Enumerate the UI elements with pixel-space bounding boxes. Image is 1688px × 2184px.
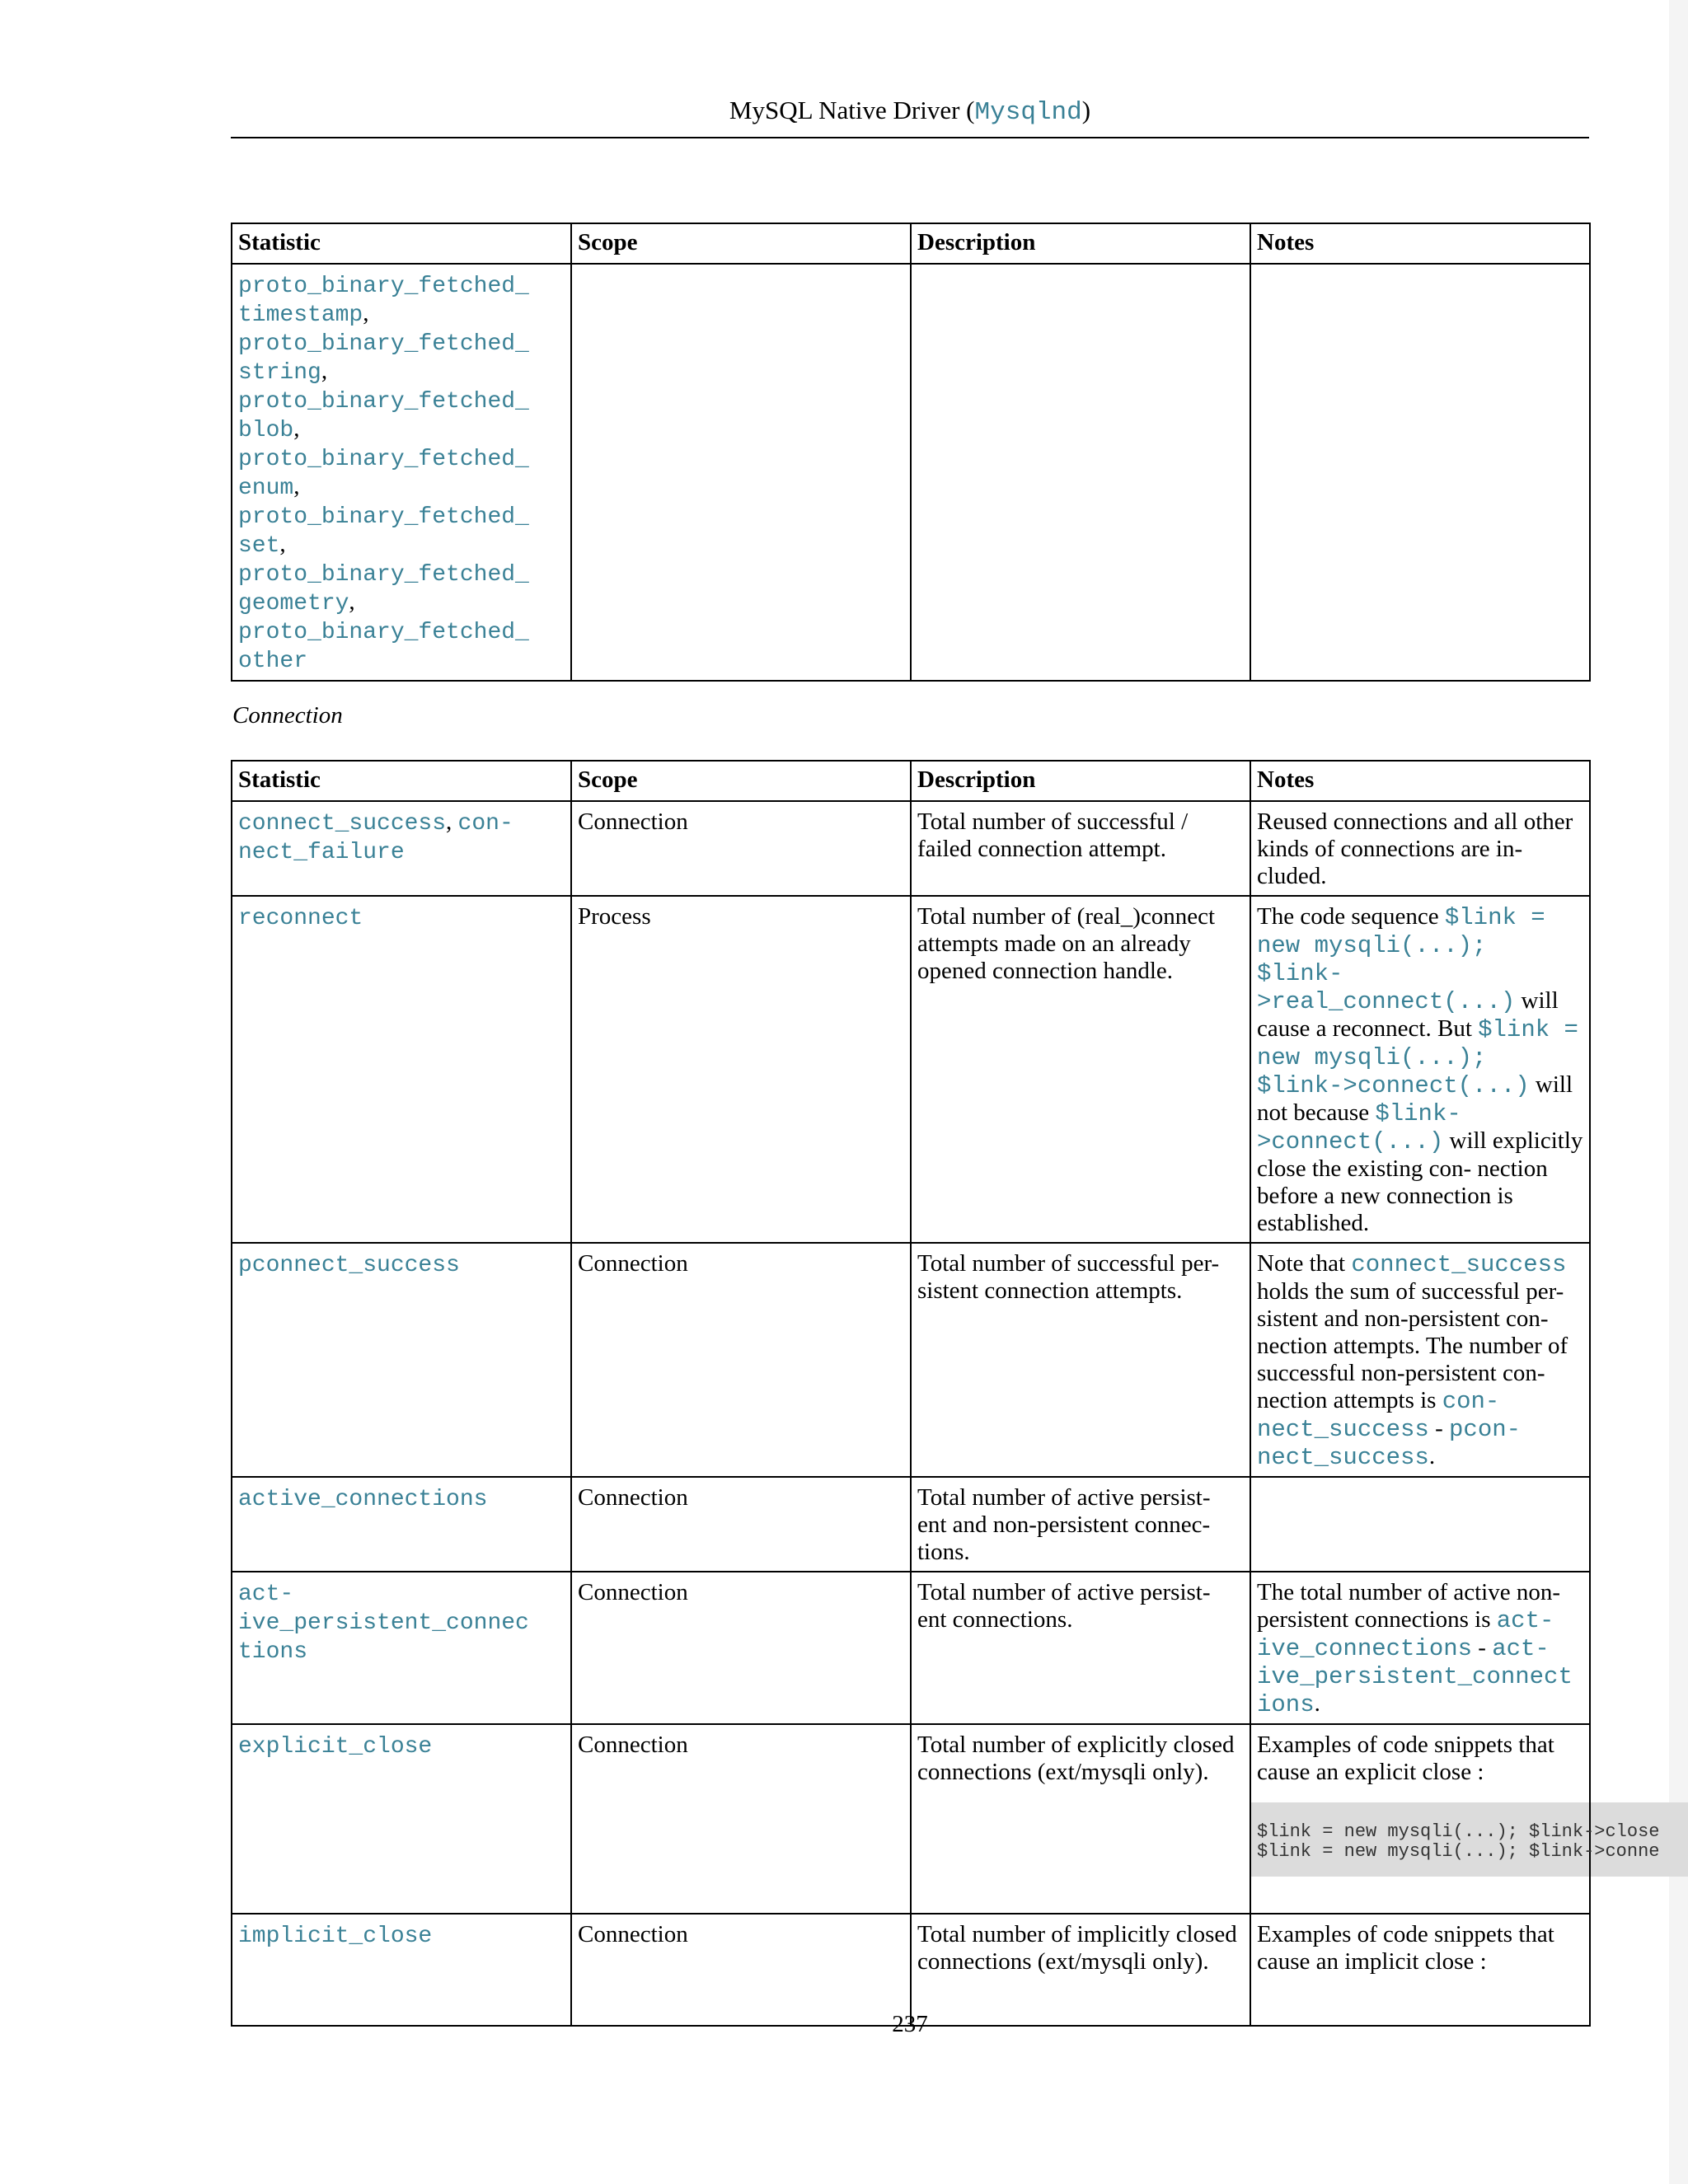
notes-code: $link = new mysqli(...); $link->real_connect(...) — [1257, 904, 1545, 1015]
statistic-cell — [232, 801, 571, 896]
notes-text: will explicitly close the existing con- nection before a new connection is established. — [1257, 1127, 1583, 1236]
header-title-suffix: ) — [1081, 96, 1091, 124]
scope-cell: Connection — [571, 801, 911, 896]
statistic-separator: , — [279, 531, 286, 557]
notes-code: $link->connect(...) — [1257, 1100, 1461, 1155]
table-row — [232, 1243, 1590, 1477]
statistic-name: proto_binary_fetched_ — [238, 447, 529, 472]
notes-cell — [1250, 264, 1590, 681]
notes-cell — [1250, 1724, 1660, 1914]
statistic-cell — [232, 1477, 571, 1572]
statistic-name: set — [238, 533, 280, 559]
table-row — [232, 264, 1590, 681]
header-rule — [231, 137, 1589, 138]
statistic-name: proto_binary_fetched_ — [238, 562, 529, 588]
description-cell — [911, 264, 1250, 681]
description-cell: Total number of successful / failed connection attempt. — [911, 801, 1250, 896]
table-row — [232, 1572, 1590, 1724]
scope-cell: Connection — [571, 1477, 911, 1572]
statistic-name: timestamp — [238, 302, 363, 328]
statistic-name: string — [238, 360, 321, 386]
statistic-separator: , — [349, 588, 355, 615]
notes-cell — [1250, 896, 1590, 1243]
statistic-name: active_connections — [238, 1487, 488, 1512]
notes-code: act- ive_connections — [1257, 1607, 1554, 1662]
scope-cell: Process — [571, 896, 911, 1243]
connection-statistics-table — [231, 760, 1660, 2027]
scope-cell: Connection — [571, 1914, 911, 2026]
statistic-name: other — [238, 649, 308, 674]
section-caption: Connection — [232, 702, 343, 729]
statistic-separator: , — [293, 415, 300, 442]
scope-cell: Connection — [571, 1724, 911, 1914]
column-header-notes: Notes — [1250, 223, 1590, 264]
notes-code: con- nect_success — [1257, 1388, 1500, 1443]
statistic-name: con- — [457, 811, 513, 837]
statistic-name: proto_binary_fetched_ — [238, 331, 529, 357]
description-cell: Total number of explicitly closed connections (ext/mysqli only). — [911, 1724, 1250, 1914]
statistic-name: proto_binary_fetched_ — [238, 620, 529, 645]
notes-code: connect_success — [1351, 1251, 1567, 1278]
table-row — [232, 801, 1590, 896]
notes-code: act- ive_persistent_connect ions — [1257, 1635, 1573, 1718]
header-title-code: Mysqlnd — [974, 98, 1082, 127]
statistic-separator: , — [446, 808, 458, 835]
table-row — [232, 896, 1590, 1243]
statistic-name: proto_binary_fetched_ — [238, 274, 529, 299]
statistic-separator: , — [363, 300, 369, 326]
code-snippet-block: $link = new mysqli(...); $link->close $link = new mysqli(...); $link->conne — [1251, 1802, 1688, 1877]
notes-cell: Reused connections and all other kinds of connections are in- cluded. — [1250, 801, 1590, 896]
table-row — [232, 1724, 1590, 1914]
statistic-name: proto_binary_fetched_ — [238, 504, 529, 530]
statistic-name: blob — [238, 418, 294, 443]
statistics-table-continued — [231, 223, 1591, 682]
statistic-separator: , — [293, 473, 300, 499]
statistic-cell — [232, 1572, 571, 1724]
statistic-cell — [232, 264, 571, 681]
notes-text: Note that — [1257, 1250, 1352, 1277]
statistic-name: pconnect_success — [238, 1253, 460, 1278]
statistic-cell — [232, 1243, 571, 1477]
statistic-name: explicit_close — [238, 1734, 433, 1760]
statistic-name: nect_failure — [238, 840, 405, 865]
statistic-name: implicit_close — [238, 1924, 433, 1949]
notes-text: - — [1472, 1634, 1493, 1661]
column-header-notes: Notes — [1250, 761, 1590, 801]
notes-cell: Examples of code snippets that cause an implicit close : — [1250, 1914, 1590, 2026]
table-row — [232, 1914, 1590, 2026]
statistic-name: connect_success — [238, 811, 447, 837]
description-cell: Total number of active persist- ent and non-persistent connec- tions. — [911, 1477, 1250, 1572]
table-header-row — [232, 761, 1590, 801]
description-cell: Total number of successful per- sistent connection attempts. — [911, 1243, 1250, 1477]
notes-cell — [1250, 1572, 1590, 1724]
page-number: 237 — [892, 2011, 928, 2037]
statistic-name: act- ive_persistent_connec tions — [238, 1582, 529, 1665]
column-header-description: Description — [911, 761, 1250, 801]
notes-text: will cause a reconnect. But — [1257, 987, 1559, 1042]
notes-code: $link = new mysqli(...); $link->connect(...) — [1257, 1016, 1578, 1099]
statistic-name: geometry — [238, 591, 349, 616]
statistic-cell — [232, 1724, 571, 1914]
description-cell: Total number of (real_)connect attempts made on an already opened connection handle. — [911, 896, 1250, 1243]
scope-cell: Connection — [571, 1243, 911, 1477]
column-header-scope: Scope — [571, 223, 911, 264]
notes-code: pcon- nect_success — [1257, 1416, 1522, 1471]
scope-cell: Connection — [571, 1572, 911, 1724]
statistic-name: proto_binary_fetched_ — [238, 389, 529, 415]
scope-cell — [571, 264, 911, 681]
description-cell: Total number of active persist- ent connections. — [911, 1572, 1250, 1724]
notes-text: The total number of active non- persistent connections is — [1257, 1579, 1561, 1633]
notes-text: . — [1428, 1443, 1436, 1469]
statistic-separator: , — [321, 358, 328, 384]
column-header-statistic: Statistic — [232, 761, 571, 801]
statistic-cell — [232, 896, 571, 1243]
notes-cell — [1250, 1243, 1590, 1477]
column-header-description: Description — [911, 223, 1250, 264]
notes-text: . — [1314, 1690, 1320, 1717]
notes-text: - — [1428, 1415, 1450, 1441]
header-title-prefix: MySQL Native Driver ( — [729, 96, 975, 124]
column-header-scope: Scope — [571, 761, 911, 801]
statistic-name: reconnect — [238, 906, 363, 931]
page-header — [231, 92, 1589, 131]
column-header-statistic: Statistic — [232, 223, 571, 264]
notes-text: The code sequence — [1257, 903, 1445, 930]
table-row — [232, 1477, 1590, 1572]
notes-text: Examples of code snippets that cause an explicit close : — [1257, 1732, 1554, 1785]
statistic-cell — [232, 1914, 571, 2026]
statistic-name: enum — [238, 476, 294, 501]
notes-text: will not because — [1257, 1071, 1573, 1126]
description-cell: Total number of implicitly closed connections (ext/mysqli only). — [911, 1914, 1250, 2026]
notes-cell — [1250, 1477, 1590, 1572]
table-header-row — [232, 223, 1590, 264]
notes-text: holds the sum of successful per- sistent and non-persistent con- nection attempts. The number of successful non-persistent con- nection attempts is — [1257, 1278, 1568, 1413]
